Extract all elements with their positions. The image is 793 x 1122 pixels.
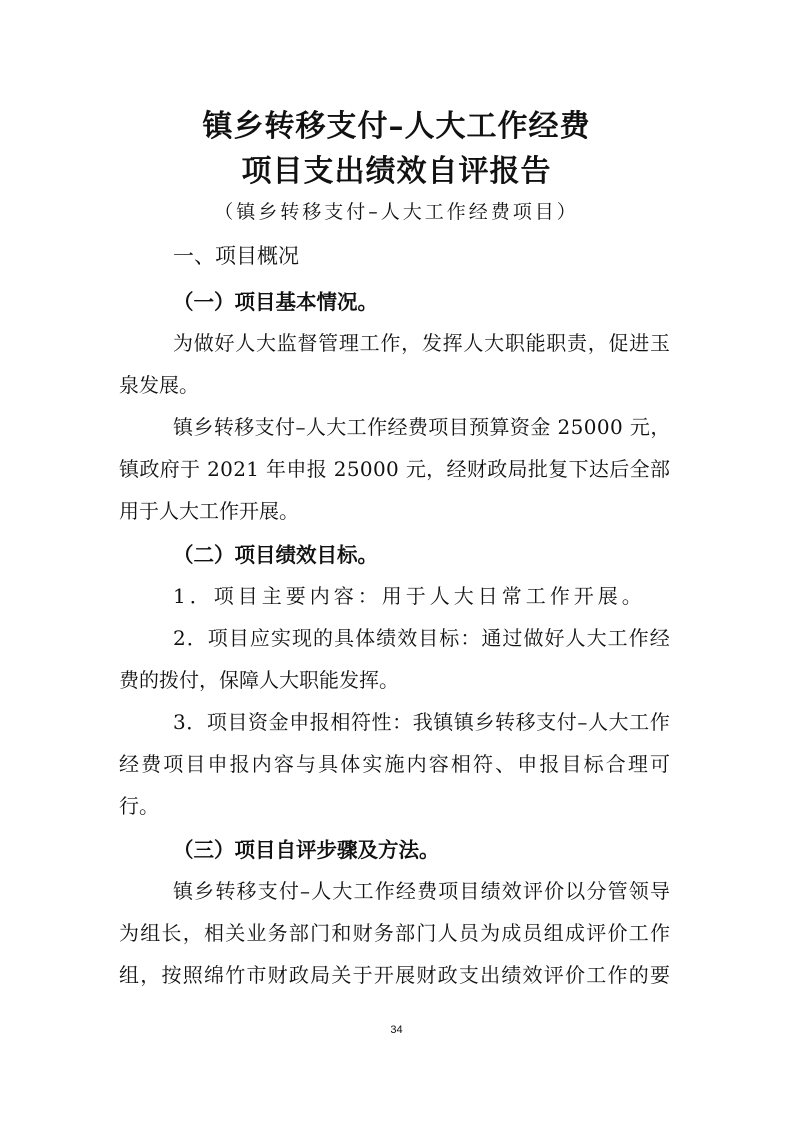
list-item-line: 行。 [119,794,159,818]
paragraph-line: 为组长，相关业务部门和财务部门人员为成员组成评价工作 [119,921,672,945]
report-title-line-2: 项目支出绩效自评报告 [241,154,552,189]
paragraph-line: 组，按照绵竹市财政局关于开展财政支出绩效评价工作的要 [119,963,672,987]
page-number: 34 [390,1024,403,1036]
paragraph-line: 镇政府于 2021 年申报 25000 元，经财政局批复下达后全部 [119,457,671,481]
list-item-line: 经费项目申报内容与具体实施内容相符、申报目标合理可 [119,752,673,776]
list-item-line: 3．项目资金申报相符性：我镇镇乡转移支付–人大工作 [173,710,671,734]
subsection-heading-basic-info: （一）项目基本情况。 [173,290,378,314]
report-subtitle: （镇乡转移支付–人大工作经费项目） [214,201,579,223]
subsection-heading-performance-goals: （二）项目绩效目标。 [173,543,378,567]
subsection-heading-evaluation-steps: （三）项目自评步骤及方法。 [173,838,440,862]
list-item-line: 费的拨付，保障人大职能发挥。 [119,668,399,692]
section-heading-overview: 一、项目概况 [173,244,299,268]
paragraph-line: 泉发展。 [119,373,199,397]
report-title-line-1: 镇乡转移支付–人大工作经费 [202,109,591,144]
paragraph-line: 镇乡转移支付–人大工作经费项目绩效评价以分管领导 [173,879,672,903]
list-item-line: 1．项目主要内容：用于人大日常工作开展。 [173,584,646,608]
paragraph-line: 为做好人大监督管理工作，发挥人大职能职责，促进玉 [173,331,671,355]
list-item-line: 2．项目应实现的具体绩效目标：通过做好人大工作经 [173,626,671,650]
paragraph-line: 镇乡转移支付–人大工作经费项目预算资金 25000 元， [173,415,671,439]
paragraph-line: 用于人大工作开展。 [119,499,299,523]
